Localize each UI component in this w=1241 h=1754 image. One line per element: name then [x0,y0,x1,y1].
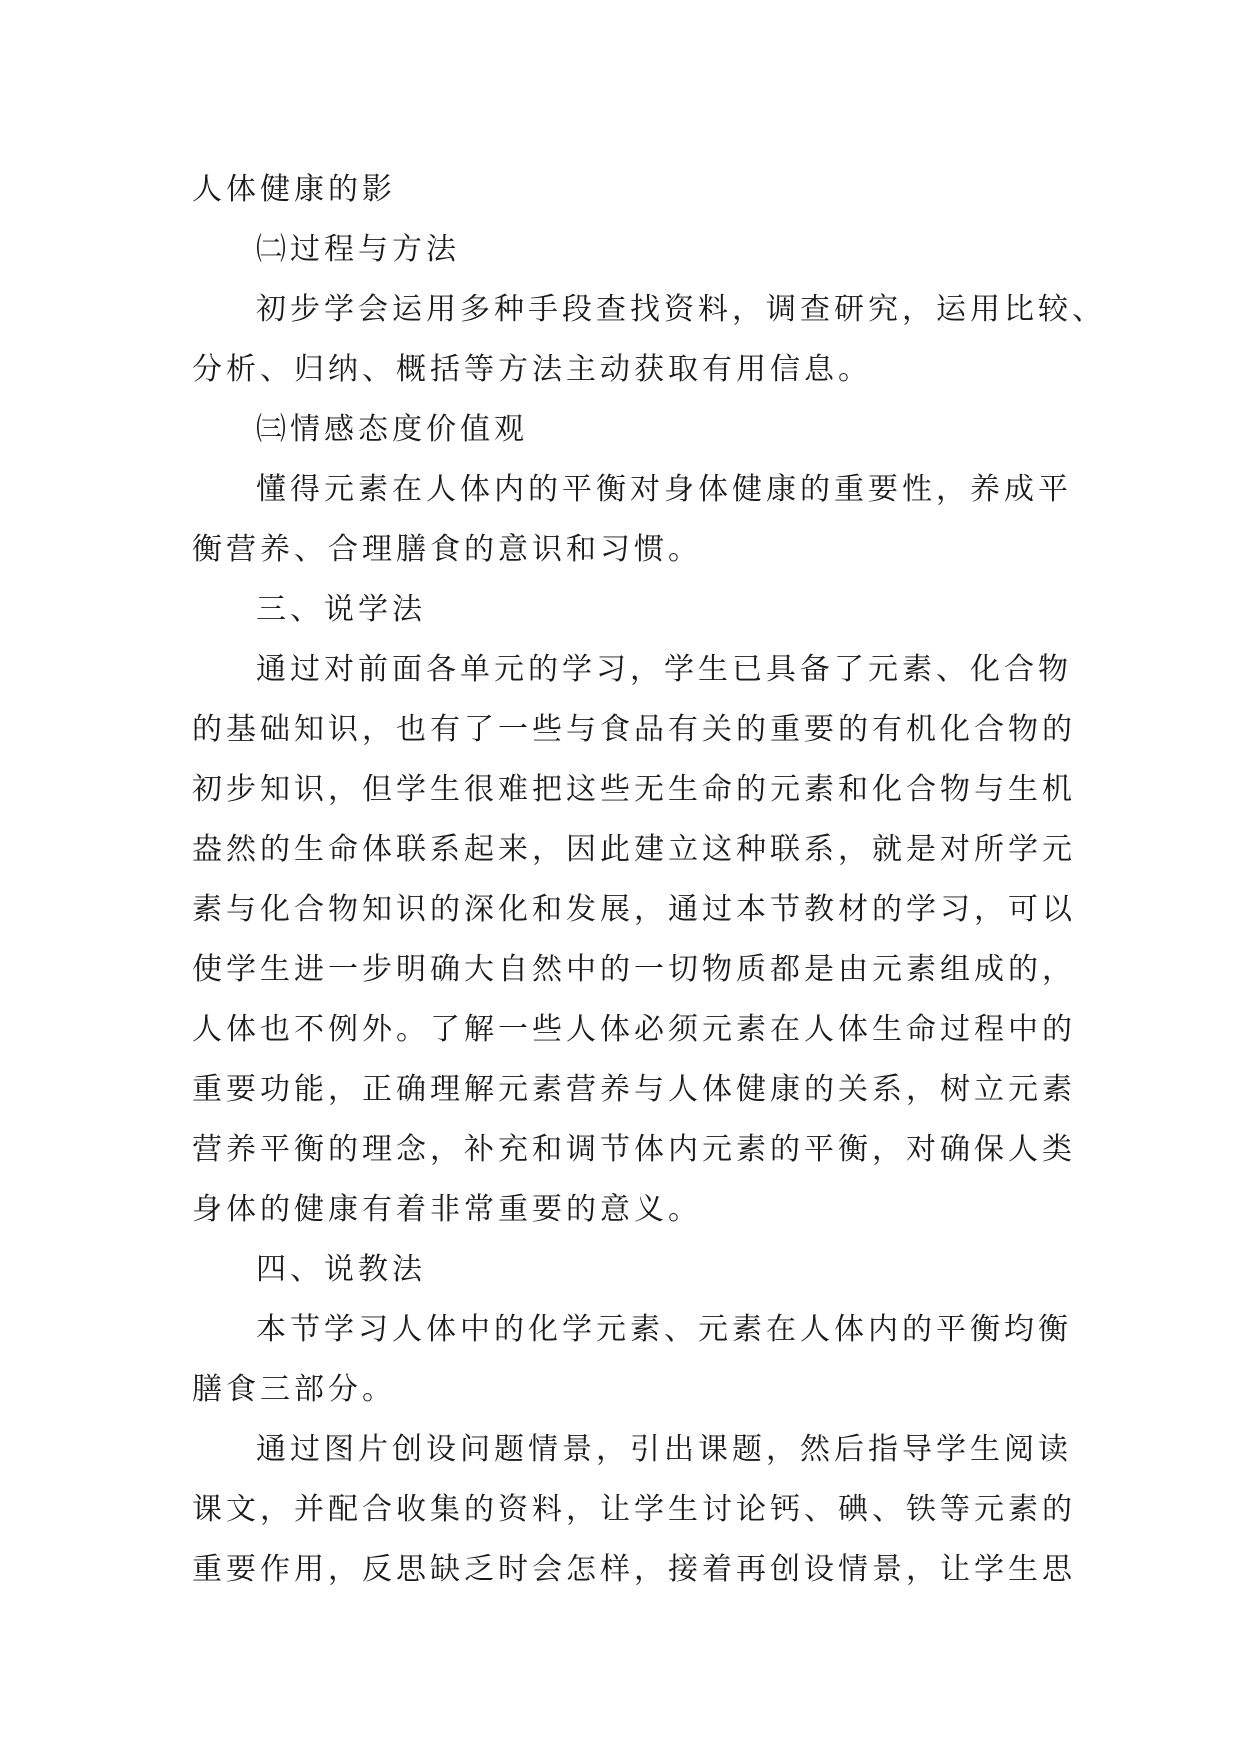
section-heading-process-method: ㈡过程与方法 [256,232,460,267]
paragraph-line: 通过图片创设问题情景，引出课题，然后指导学生阅读 [256,1432,1072,1467]
paragraph-line: 初步学会运用多种手段查找资料，调查研究，运用比较、 [256,292,1106,327]
paragraph-line: 衡营养、合理膳食的意识和习惯。 [192,532,702,567]
paragraph-line: 课文，并配合收集的资料，让学生讨论钙、碘、铁等元素的 [192,1492,1076,1527]
paragraph-line: 本节学习人体中的化学元素、元素在人体内的平衡均衡 [256,1312,1072,1347]
paragraph-line: 使学生进一步明确大自然中的一切物质都是由元素组成的， [192,952,1076,987]
section-heading-emotion-values: ㈢情感态度价值观 [256,412,528,447]
paragraph-line: 营养平衡的理念，补充和调节体内元素的平衡，对确保人类 [192,1132,1076,1167]
document-body [192,160,1106,1600]
paragraph-line: 懂得元素在人体内的平衡对身体健康的重要性，养成平 [256,472,1072,507]
text-line: 人体健康的影 [192,172,396,207]
paragraph-line: 重要作用，反思缺乏时会怎样，接着再创设情景，让学生思 [192,1552,1076,1587]
section-heading-learning-method: 三、说学法 [256,592,426,627]
paragraph-line: 身体的健康有着非常重要的意义。 [192,1192,702,1227]
paragraph-line: 素与化合物知识的深化和发展，通过本节教材的学习，可以 [192,892,1076,927]
paragraph-line: 盎然的生命体联系起来，因此建立这种联系，就是对所学元 [192,832,1076,867]
paragraph-line: 的基础知识，也有了一些与食品有关的重要的有机化合物的 [192,712,1076,747]
paragraph-line: 分析、归纳、概括等方法主动获取有用信息。 [192,352,872,387]
paragraph-line: 初步知识，但学生很难把这些无生命的元素和化合物与生机 [192,772,1076,807]
paragraph-line: 膳食三部分。 [192,1372,396,1407]
section-heading-teaching-method: 四、说教法 [256,1252,426,1287]
paragraph-line: 重要功能，正确理解元素营养与人体健康的关系，树立元素 [192,1072,1076,1107]
paragraph-line: 通过对前面各单元的学习，学生已具备了元素、化合物 [256,652,1072,687]
paragraph-line: 人体也不例外。了解一些人体必须元素在人体生命过程中的 [192,1012,1076,1047]
